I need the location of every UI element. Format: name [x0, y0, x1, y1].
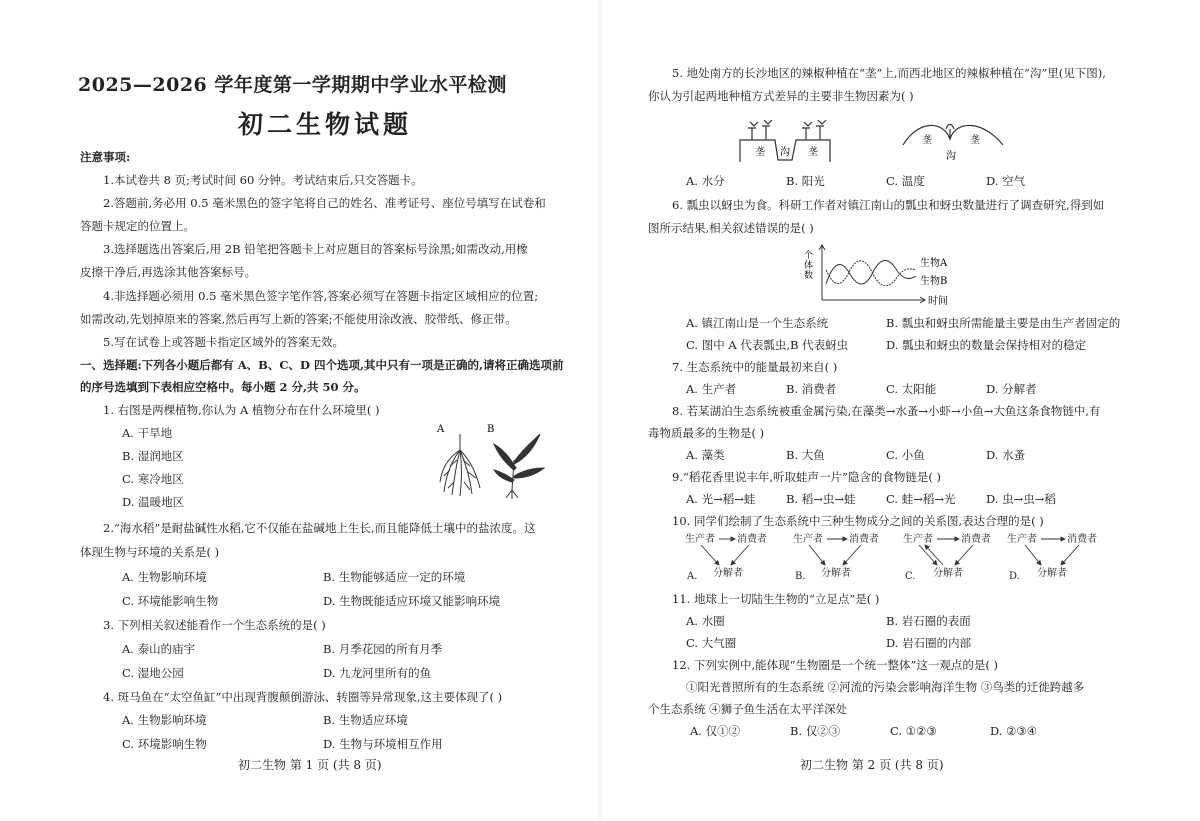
q5-option-d: D. 空气: [986, 174, 1026, 188]
q9-option-c: C. 蛙→稻→光: [886, 492, 956, 506]
notice-item: 5.写在试卷上或答题卡指定区域外的答案无效。: [103, 335, 344, 349]
q5-option-c: C. 温度: [886, 174, 925, 188]
diagram-a-consumer: 消费者: [737, 534, 767, 545]
graph-ylabel-3: 数: [804, 271, 814, 281]
q2-option-d: D. 生物既能适应环境又能影响环境: [323, 594, 501, 608]
q12-statements: 个生态系统 ④狮子鱼生活在太平洋深处: [648, 702, 848, 716]
q5-option-a: A. 水分: [686, 174, 725, 188]
notice-item: 4.非选择题必须用 0.5 毫米黑色签字笔作答,答案必须写在答题卡指定区域相应的位置;: [103, 289, 539, 303]
question-10-stem: 10. 同学们绘制了生态系统中三种生物成分之间的关系图,表达合理的是( ): [672, 514, 1044, 528]
graph-ylabel-2: 体: [804, 261, 814, 271]
q2-option-a: A. 生物影响环境: [122, 570, 207, 584]
fig-label-b: B: [487, 424, 495, 435]
question-1-stem: 1. 右图是两棵植物,你认为 A 植物分布在什么环境里( ): [103, 403, 380, 417]
question-6-stem: 图所示结果,相关叙述错误的是( ): [648, 221, 814, 235]
diagram-a-producer: 生产者: [685, 534, 715, 545]
question-8-stem: 毒物质最多的生物是( ): [648, 426, 765, 440]
q2-option-c: C. 环境能影响生物: [122, 594, 219, 608]
question-8-stem: 8. 若某湖泊生态系统被重金属污染,在藻类→水蚤→小虾→小鱼→大鱼这条食物链中,有: [672, 404, 1101, 418]
series-b-label: 生物B: [920, 276, 948, 287]
question-12-stem: 12. 下列实例中,能体现“生物圈是一个统一整体”这一观点的是( ): [672, 658, 998, 672]
section-instructions: 一、选择题:下列各小题后都有 A、B、C、D 四个选项,其中只有一项是正确的,请将正确选项前: [80, 358, 564, 372]
question-9-stem: 9.“稻花香里说丰年,听取蛙声一片”隐含的食物链是( ): [672, 470, 942, 484]
q9-option-b: B. 稻→虫→蛙: [786, 492, 856, 506]
q3-option-c: C. 湿地公园: [122, 666, 184, 680]
plant-a-roots: [440, 434, 480, 496]
question-2-stem: 2.“海水稻”是耐盐碱性水稻,它不仅能在盐碱地上生长,而且能降低土壤中的盐浓度。这: [103, 521, 536, 535]
question-2-stem: 体现生物与环境的关系是( ): [80, 545, 220, 559]
q8-option-b: B. 大鱼: [786, 448, 825, 462]
diagram-d-consumer: 消费者: [1067, 534, 1097, 545]
fig-ditch-label: 沟: [946, 151, 956, 162]
q1-plant-figure: [432, 420, 552, 500]
q12-option-d: D. ②③④: [990, 724, 1038, 738]
q3-option-d: D. 九龙河里所有的鱼: [323, 666, 432, 680]
diagram-d-letter: D.: [1009, 571, 1020, 582]
fig-label-a: A: [437, 424, 445, 435]
notice-item: 皮擦干净后,再选涂其他答案标号。: [80, 265, 257, 279]
q1-option-d: D. 温暖地区: [122, 495, 185, 509]
q9-option-a: A. 光→稻→蛙: [686, 492, 756, 506]
q2-option-b: B. 生物能够适应一定的环境: [323, 570, 466, 584]
series-a-line: [826, 260, 916, 284]
diagram-b-consumer: 消费者: [849, 534, 879, 545]
diagram-b-letter: B.: [795, 571, 806, 582]
fig-ridge-label: 垄: [755, 147, 765, 158]
notice-item: 答题卡规定的位置上。: [80, 219, 195, 233]
q11-option-d: D. 岩石圈的内部: [886, 636, 972, 650]
series-a-label: 生物A: [920, 258, 948, 269]
graph-xlabel: 时间: [928, 296, 948, 307]
q1-option-c: C. 寒冷地区: [122, 472, 184, 486]
diagram-d-producer: 生产者: [1007, 534, 1037, 545]
q6-option-c: C. 图中 A 代表瓢虫,B 代表蚜虫: [686, 338, 849, 352]
subject-title: 初二生物试题: [238, 110, 413, 139]
diagram-d-decomposer: 分解者: [1037, 568, 1067, 579]
q8-option-c: C. 小鱼: [886, 448, 925, 462]
question-6-stem: 6. 瓢虫以蚜虫为食。科研工作者对镇江南山的瓢虫和蚜虫数量进行了调查研究,得到如: [672, 198, 1105, 212]
diagram-c-producer: 生产者: [903, 534, 933, 545]
diagram-a-decomposer: 分解者: [713, 568, 743, 579]
page-footer: 初二生物 第 1 页 (共 8 页): [238, 758, 382, 772]
q6-option-b: B. 瓢虫和蚜虫所需能量主要是由生产者固定的: [886, 316, 1121, 330]
question-3-stem: 3. 下列相关叙述能看作一个生态系统的是( ): [103, 618, 326, 632]
diagram-c-consumer: 消费者: [961, 534, 991, 545]
q3-option-a: A. 泰山的庙宇: [122, 642, 196, 656]
exam-page-2: [600, 0, 1200, 821]
diagram-c-decomposer: 分解者: [933, 568, 963, 579]
q5-option-b: B. 阳光: [786, 174, 825, 188]
diagram-b-decomposer: 分解者: [821, 568, 851, 579]
q1-option-a: A. 干旱地: [122, 426, 173, 440]
notice-item: 2.答题前,务必用 0.5 毫米黑色的签字笔将自己的姓名、准考证号、座位号填写在试卷和: [103, 196, 546, 210]
q6-option-d: D. 瓢虫和蚜虫的数量会保持相对的稳定: [886, 338, 1087, 352]
q7-option-d: D. 分解者: [986, 382, 1037, 396]
q12-statements: ①阳光普照所有的生态系统 ②河流的污染会影响海洋生物 ③鸟类的迁徙跨越多: [686, 680, 1085, 694]
plant-b-leaves: [494, 434, 544, 499]
q7-option-b: B. 消费者: [786, 382, 837, 396]
fig-ditch-label: 沟: [780, 147, 790, 158]
diagram-a-letter: A.: [687, 571, 698, 582]
q3-option-b: B. 月季花园的所有月季: [323, 642, 443, 656]
question-5-stem: 你认为引起两地种植方式差异的主要非生物因素为( ): [648, 89, 914, 103]
q7-option-c: C. 太阳能: [886, 382, 937, 396]
q6-option-a: A. 镇江南山是一个生态系统: [686, 316, 829, 330]
q5-ditch-figure: [898, 115, 1008, 170]
q8-option-a: A. 藻类: [686, 448, 725, 462]
diagram-c-letter: C.: [905, 571, 916, 582]
q6-population-graph: [800, 240, 985, 308]
notice-heading: 注意事项:: [80, 150, 131, 164]
q4-option-a: A. 生物影响环境: [122, 713, 207, 727]
diagram-b-producer: 生产者: [793, 534, 823, 545]
q11-option-b: B. 岩石圈的表面: [886, 614, 971, 628]
q11-option-c: C. 大气圈: [686, 636, 737, 650]
page-footer: 初二生物 第 2 页 (共 8 页): [800, 758, 944, 772]
q11-option-a: A. 水圈: [686, 614, 725, 628]
section-instructions: 的序号选填到下表相应空格中。每小题 2 分,共 50 分。: [80, 380, 366, 394]
fig-ridge-label: 垄: [808, 147, 818, 158]
question-4-stem: 4. 斑马鱼在“太空鱼缸”中出现背腹颠倒游泳、转圈等异常现象,这主要体现了( ): [103, 690, 503, 704]
q8-option-d: D. 水蚤: [986, 448, 1026, 462]
x-axis: [822, 297, 925, 303]
fig-ridge-label: 垄: [970, 135, 980, 146]
q4-option-b: B. 生物适应环境: [323, 713, 408, 727]
q5-ridge-figure: [730, 110, 850, 168]
q12-option-c: C. ①②③: [890, 724, 937, 738]
question-7-stem: 7. 生态系统中的能量最初来自( ): [672, 360, 838, 374]
q4-option-d: D. 生物与环境相互作用: [323, 737, 443, 751]
notice-item: 3.选择题选出答案后,用 2B 铅笔把答题卡上对应题目的答案标号涂黑;如需改动,用橡: [103, 242, 528, 256]
y-axis: [819, 245, 825, 300]
q12-option-b: B. 仅②③: [790, 724, 841, 738]
q4-option-c: C. 环境影响生物: [122, 737, 207, 751]
q9-option-d: D. 虫→虫→稻: [986, 492, 1056, 506]
notice-item: 如需改动,先划掉原来的答案,然后再写上新的答案;不能使用涂改液、胶带纸、修正带。: [80, 312, 517, 326]
q12-option-a: A. 仅①②: [690, 724, 741, 738]
graph-ylabel-1: 个: [804, 251, 814, 261]
fig-ridge-label: 垄: [922, 135, 932, 146]
notice-item: 1.本试卷共 8 页;考试时间 60 分钟。考试结束后,只交答题卡。: [103, 173, 423, 187]
question-5-stem: 5. 地处南方的长沙地区的辣椒种植在“垄”上,而西北地区的辣椒种植在“沟”里(见下图),: [672, 66, 1106, 80]
q1-option-b: B. 湿润地区: [122, 449, 184, 463]
question-11-stem: 11. 地球上一切陆生生物的“立足点”是( ): [672, 592, 880, 606]
q7-option-a: A. 生产者: [686, 382, 737, 396]
exam-title: 2025—2026 学年度第一学期期中学业水平检测: [78, 74, 507, 96]
q10-relationship-diagrams: [685, 532, 1125, 584]
